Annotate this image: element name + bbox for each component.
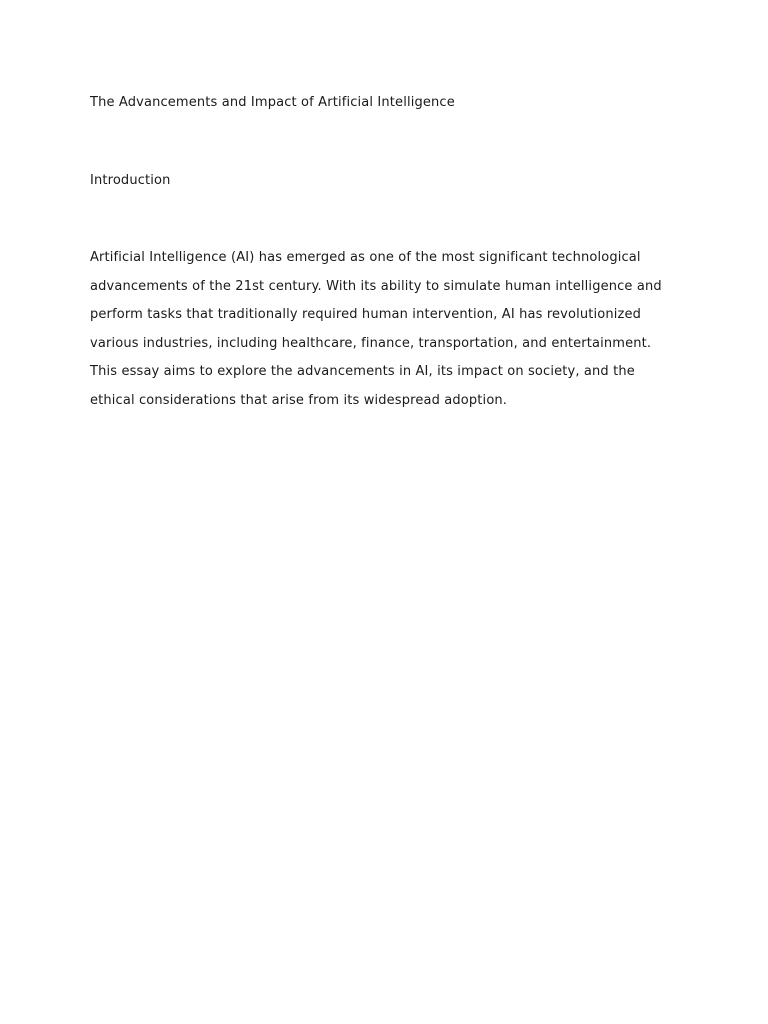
paragraph-line: various industries, including healthcare, finance, transportation, and entertainment. bbox=[90, 335, 652, 351]
paragraph-line: Artificial Intelligence (AI) has emerged as one of the most significant technological bbox=[90, 250, 641, 265]
paragraph-line: ethical considerations that arise from its widespread adoption. bbox=[90, 392, 508, 408]
introduction-paragraph bbox=[90, 248, 690, 420]
paragraph-line: This essay aims to explore the advancements in AI, its impact on society, and the bbox=[90, 364, 635, 380]
section-heading-introduction: Introduction bbox=[90, 173, 171, 188]
paragraph-line: advancements of the 21st century. With its ability to simulate human intelligence and bbox=[90, 278, 662, 294]
paragraph-line: perform tasks that traditionally required human intervention, AI has revolutionized bbox=[90, 307, 642, 323]
document-title: The Advancements and Impact of Artificial Intelligence bbox=[90, 95, 455, 110]
